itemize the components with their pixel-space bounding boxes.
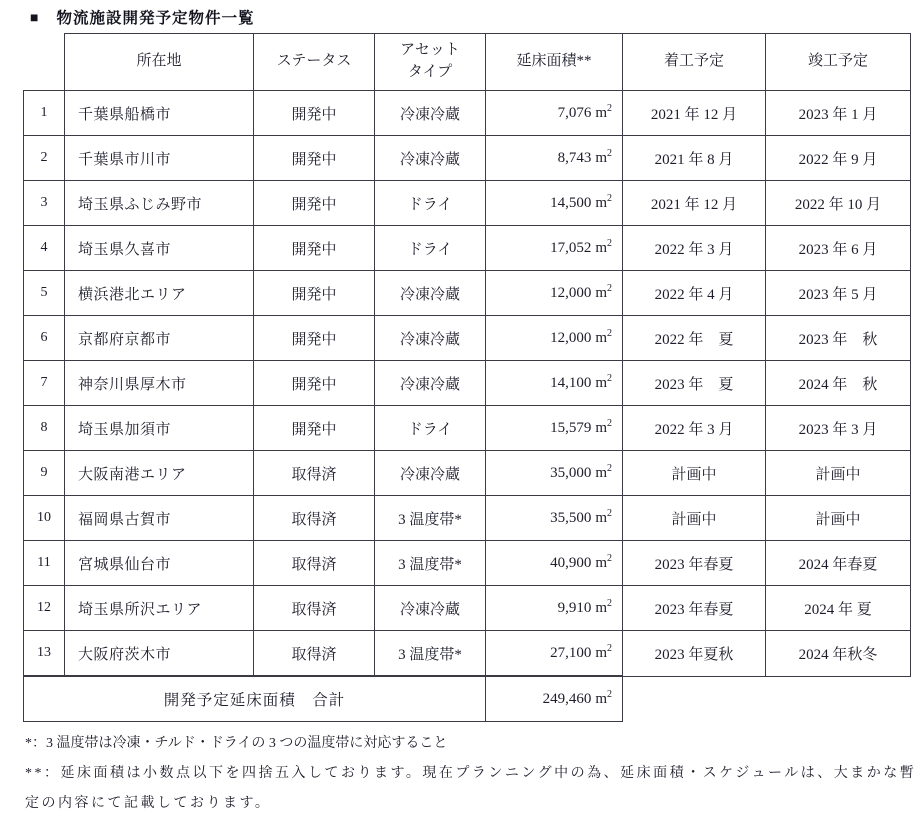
start-date-cell: 2022 年 3 月: [623, 406, 766, 451]
location-cell: 千葉県船橋市: [65, 91, 254, 136]
area-unit-exponent: 2: [607, 507, 612, 519]
row-number-cell: 13: [24, 631, 65, 677]
area-cell: 7,076 $m^2$: [486, 91, 623, 136]
location-cell: 埼玉県所沢エリア: [65, 586, 254, 631]
completion-date-cell: 計画中: [766, 451, 911, 496]
area-cell: 12,000 $m^2$: [486, 316, 623, 361]
status-cell: 開発中: [254, 271, 375, 316]
start-date-cell: 2023 年春夏: [623, 586, 766, 631]
area-cell: 14,500 $m^2$: [486, 181, 623, 226]
table-row: [24, 316, 911, 361]
location-cell: 福岡県古賀市: [65, 496, 254, 541]
status-cell: 取得済: [254, 541, 375, 586]
row-number-cell: 5: [24, 271, 65, 316]
row-number-cell: 4: [24, 226, 65, 271]
area-unit-exponent: 2: [607, 372, 612, 384]
row-number-cell: 12: [24, 586, 65, 631]
area-unit-exponent: 2: [607, 327, 612, 339]
area-cell: 12,000 $m^2$: [486, 271, 623, 316]
completion-date-cell: 2023 年 6 月: [766, 226, 911, 271]
area-unit: m: [595, 419, 607, 436]
status-cell: 開発中: [254, 136, 375, 181]
table-row: [24, 496, 911, 541]
row-number-cell: 1: [24, 91, 65, 136]
row-number-cell: 7: [24, 361, 65, 406]
table-body: [24, 91, 911, 677]
row-number-cell: 8: [24, 406, 65, 451]
row-number-cell: 11: [24, 541, 65, 586]
location-cell: 横浜港北エリア: [65, 271, 254, 316]
completion-date-cell: 2023 年 5 月: [766, 271, 911, 316]
asset-type-cell: ドライ: [375, 181, 486, 226]
total-label-cell: 開発予定延床面積 合計: [24, 676, 486, 722]
total-row-spacer: [623, 676, 911, 722]
area-cell: 17,052 $m^2$: [486, 226, 623, 271]
area-unit: m: [595, 599, 607, 616]
table-row: [24, 181, 911, 226]
status-cell: 開発中: [254, 406, 375, 451]
completion-date-cell: 2024 年 秋: [766, 361, 911, 406]
area-cell: 27,100 $m^2$: [486, 631, 623, 677]
area-unit-exponent: 2: [607, 552, 612, 564]
header-row: [24, 34, 911, 91]
start-date-cell: 計画中: [623, 496, 766, 541]
asset-type-cell: 冷凍冷蔵: [375, 91, 486, 136]
table-row: [24, 91, 911, 136]
status-cell: 取得済: [254, 586, 375, 631]
area-unit-exponent: 2: [607, 147, 612, 159]
area-unit: m: [595, 149, 607, 166]
completion-date-cell: 2024 年春夏: [766, 541, 911, 586]
row-number-cell: 9: [24, 451, 65, 496]
asset-type-cell: 冷凍冷蔵: [375, 361, 486, 406]
area-cell: 14,100 $m^2$: [486, 361, 623, 406]
location-cell: 埼玉県加須市: [65, 406, 254, 451]
status-cell: 開発中: [254, 316, 375, 361]
area-cell: 15,579 $m^2$: [486, 406, 623, 451]
total-area-cell: [486, 676, 623, 722]
area-unit-exponent: 2: [607, 642, 612, 654]
area-unit-exponent: 2: [607, 237, 612, 249]
asset-type-cell: 3 温度帯*: [375, 631, 486, 677]
completion-date-cell: 2024 年 夏: [766, 586, 911, 631]
area-unit: m: [595, 509, 607, 526]
footnote-asterisk: *：3 温度帯は冷凍・チルド・ドライの 3 つの温度帯に対応すること: [25, 736, 448, 751]
location-cell: 埼玉県久喜市: [65, 226, 254, 271]
completion-date-cell: 2023 年 3 月: [766, 406, 911, 451]
table-row: [24, 271, 911, 316]
start-date-cell: 2021 年 8 月: [623, 136, 766, 181]
asset-type-cell: 3 温度帯*: [375, 496, 486, 541]
page-title: [30, 6, 254, 28]
location-cell: 埼玉県ふじみ野市: [65, 181, 254, 226]
start-date-cell: 計画中: [623, 451, 766, 496]
area-unit: m: [595, 239, 607, 256]
row-number-cell: 10: [24, 496, 65, 541]
area-unit: m: [595, 284, 607, 301]
area-cell: 8,743 $m^2$: [486, 136, 623, 181]
start-date-cell: 2023 年夏秋: [623, 631, 766, 677]
table-row: [24, 586, 911, 631]
table-row: [24, 226, 911, 271]
table-row: [24, 136, 911, 181]
completion-date-cell: 2024 年秋冬: [766, 631, 911, 677]
row-number-cell: 6: [24, 316, 65, 361]
start-date-cell: 2023 年 夏: [623, 361, 766, 406]
total-area-unit-exponent: 2: [607, 688, 612, 700]
asset-type-cell: 冷凍冷蔵: [375, 271, 486, 316]
completion-date-cell: 2023 年 秋: [766, 316, 911, 361]
page-title-text: 物流施設開発予定物件一覧: [56, 10, 255, 27]
col-header-area: 延床面積**: [486, 34, 623, 91]
completion-date-cell: 2022 年 10 月: [766, 181, 911, 226]
asset-type-cell: ドライ: [375, 226, 486, 271]
status-cell: 取得済: [254, 631, 375, 677]
asset-type-cell: 冷凍冷蔵: [375, 451, 486, 496]
table-row: [24, 451, 911, 496]
area-cell: 9,910 $m^2$: [486, 586, 623, 631]
section-bullet-icon: ■: [30, 9, 39, 25]
status-cell: 取得済: [254, 451, 375, 496]
area-unit: m: [595, 464, 607, 481]
start-date-cell: 2021 年 12 月: [623, 181, 766, 226]
row-number-cell: 3: [24, 181, 65, 226]
asset-type-cell: 冷凍冷蔵: [375, 316, 486, 361]
col-header-completion: 竣工予定: [766, 34, 911, 91]
start-date-cell: 2022 年 4 月: [623, 271, 766, 316]
area-unit: m: [595, 194, 607, 211]
start-date-cell: 2023 年春夏: [623, 541, 766, 586]
area-unit-exponent: 2: [607, 192, 612, 204]
area-unit: m: [595, 554, 607, 571]
col-header-asset-type: アセットタイプ: [375, 34, 486, 91]
status-cell: 開発中: [254, 181, 375, 226]
table-row: [24, 541, 911, 586]
table-row: [24, 631, 911, 677]
completion-date-cell: 2022 年 9 月: [766, 136, 911, 181]
status-cell: 開発中: [254, 226, 375, 271]
area-unit: m: [595, 104, 607, 121]
area-unit: m: [595, 374, 607, 391]
status-cell: 取得済: [254, 496, 375, 541]
table-row: [24, 406, 911, 451]
location-cell: 大阪府茨木市: [65, 631, 254, 677]
area-cell: 40,900 $m^2$: [486, 541, 623, 586]
asset-type-cell: 冷凍冷蔵: [375, 586, 486, 631]
asset-type-cell: ドライ: [375, 406, 486, 451]
properties-table: [23, 33, 911, 722]
asset-type-cell: 冷凍冷蔵: [375, 136, 486, 181]
status-cell: 開発中: [254, 361, 375, 406]
area-cell: 35,000 $m^2$: [486, 451, 623, 496]
area-unit-exponent: 2: [607, 282, 612, 294]
total-area-unit: m: [595, 690, 607, 707]
area-cell: 35,500 $m^2$: [486, 496, 623, 541]
location-cell: 千葉県市川市: [65, 136, 254, 181]
area-unit: m: [595, 329, 607, 346]
col-header-status: ステータス: [254, 34, 375, 91]
location-cell: 宮城県仙台市: [65, 541, 254, 586]
area-unit-exponent: 2: [607, 417, 612, 429]
area-unit-exponent: 2: [607, 102, 612, 114]
status-cell: 開発中: [254, 91, 375, 136]
table-row: [24, 361, 911, 406]
footnote-double-asterisk: **：延床面積は小数点以下を四捨五入しております。現在プランニング中の為、延床面積・スケジュールは、大まかな暫定の内容にて記載しております。: [25, 766, 917, 811]
col-header-start: 着工予定: [623, 34, 766, 91]
area-unit: m: [595, 644, 607, 661]
row-number-cell: 2: [24, 136, 65, 181]
total-row: [24, 676, 911, 722]
col-header-location: 所在地: [65, 34, 254, 91]
area-unit-exponent: 2: [607, 597, 612, 609]
location-cell: 大阪南港エリア: [65, 451, 254, 496]
location-cell: 神奈川県厚木市: [65, 361, 254, 406]
footnotes: [25, 729, 918, 819]
start-date-cell: 2022 年 夏: [623, 316, 766, 361]
location-cell: 京都府京都市: [65, 316, 254, 361]
area-unit-exponent: 2: [607, 462, 612, 474]
header-spacer: [24, 34, 65, 91]
start-date-cell: 2021 年 12 月: [623, 91, 766, 136]
completion-date-cell: 計画中: [766, 496, 911, 541]
start-date-cell: 2022 年 3 月: [623, 226, 766, 271]
completion-date-cell: 2023 年 1 月: [766, 91, 911, 136]
total-area-value: 249,460: [542, 690, 592, 707]
asset-type-cell: 3 温度帯*: [375, 541, 486, 586]
